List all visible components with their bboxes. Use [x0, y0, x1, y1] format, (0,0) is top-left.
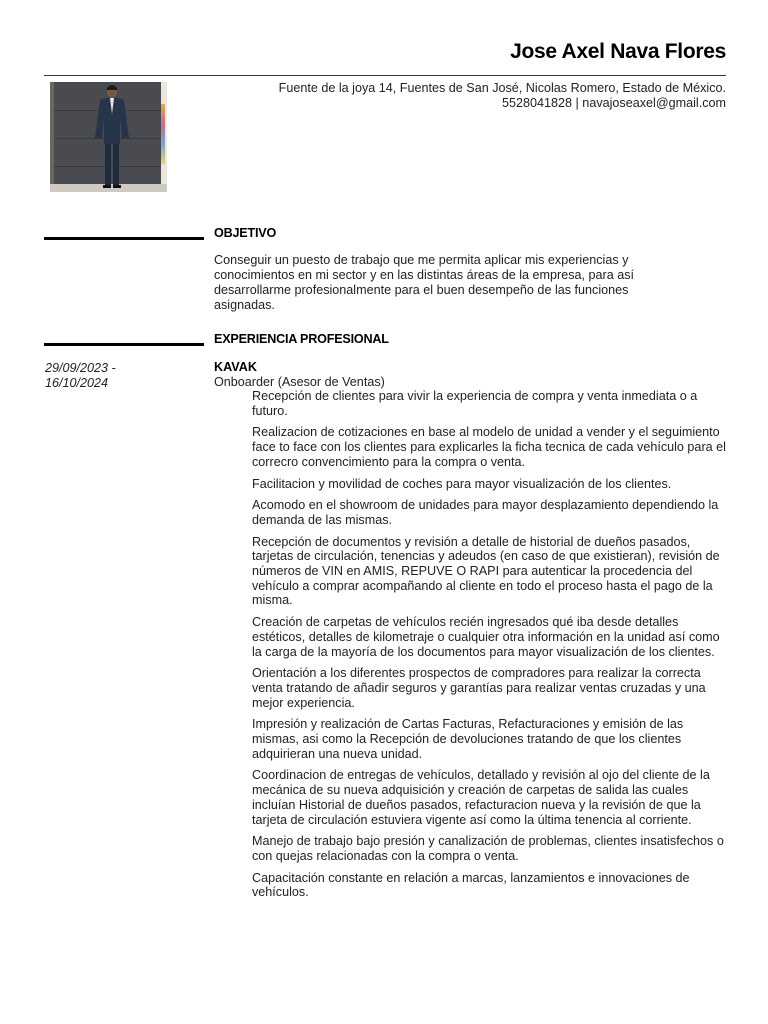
job-task: Orientación a los diferentes prospectos de compradores para realizar la correcta venta tratando de añadir seguros y garantías para realizar ventas cruzadas y una mejor experiencia.: [252, 666, 706, 710]
experience-heading: EXPERIENCIA PROFESIONAL: [214, 332, 389, 346]
header-divider: [44, 75, 726, 76]
job-task: Recepción de clientes para vivir la experiencia de compra y venta inmediata o a futuro.: [252, 389, 698, 418]
phone-email-line: 5528041828 | navajoseaxel@gmail.com: [502, 96, 726, 110]
candidate-name: Jose Axel Nava Flores: [510, 40, 726, 63]
job-task-list: [252, 389, 728, 907]
job-company: KAVAK: [214, 360, 257, 374]
objective-heading: OBJETIVO: [214, 226, 277, 240]
job-date-start: 29/09/2023 -: [45, 361, 116, 375]
job-dates: [45, 361, 116, 391]
job-task: Creación de carpetas de vehículos recién ingresados qué iba desde detalles estéticos, detalles de kilometraje o cualquier otra información en la unidad así como la carga de la mayoría de los documentos para mayor visualización de los clientes.: [252, 615, 720, 659]
job-task: Capacitación constante en relación a marcas, lanzamientos e innovaciones de vehículos.: [252, 870, 690, 900]
job-task: Acomodo en el showroom de unidades para mayor desplazamiento dependiendo la demanda de las mismas.: [252, 498, 719, 527]
job-task: Facilitacion y movilidad de coches para mayor visualización de los clientes.: [252, 476, 672, 491]
job-task: Realizacion de cotizaciones en base al modelo de unidad a vender y el seguimiento face to face con los clientes para explicarles la ficha tecnica de cada vehículo para el correcro convencimiento para la compra o venta.: [252, 425, 726, 469]
job-task: Coordinacion de entregas de vehículos, detallado y revisión al ojo del cliente de la mecánica de su nueva adquisición y creación de carpetas de salida las cuales incluían Historial de dueños pasados, refacturacion nueva y la revisión de que la tarjeta de circulación estuviera vigente así como la última tenencia al corriente.: [252, 768, 710, 827]
address-line: Fuente de la joya 14, Fuentes de San José, Nicolas Romero, Estado de México.: [278, 81, 726, 95]
experience-rule: [44, 343, 204, 346]
profile-photo: [50, 82, 167, 192]
objective-rule: [44, 237, 204, 240]
contact-info: [279, 81, 726, 111]
job-role: Onboarder (Asesor de Ventas): [214, 375, 385, 389]
job-date-end: 16/10/2024: [45, 376, 109, 390]
objective-text: Conseguir un puesto de trabajo que me permita aplicar mis experiencias y conocimientos en mi sector y en las distintas áreas de la empresa, para así desarrollarme profesionalmente para el buen desempeño de las funciones asignadas.: [214, 253, 634, 312]
job-task: Manejo de trabajo bajo presión y canalización de problemas, clientes insatisfechos o con quejas relacionadas con la compra o venta.: [252, 834, 724, 863]
job-task: Impresión y realización de Cartas Facturas, Refacturaciones y emisión de las mismas, asi como la Recepción de devoluciones tratando de que los clientes adquirieran una nueva unidad.: [252, 717, 684, 761]
job-task: Recepción de documentos y revisión a detalle de historial de dueños pasados, tarjetas de circulación, tenencias y adeudos (en caso de que existieran), revisión de números de VIN en AMIS, REPUVE O RAPI para autenticar la procedencia del vehículo a comprar acompañando al cliente en todo el proceso hasta el pago de la misma.: [252, 534, 720, 608]
